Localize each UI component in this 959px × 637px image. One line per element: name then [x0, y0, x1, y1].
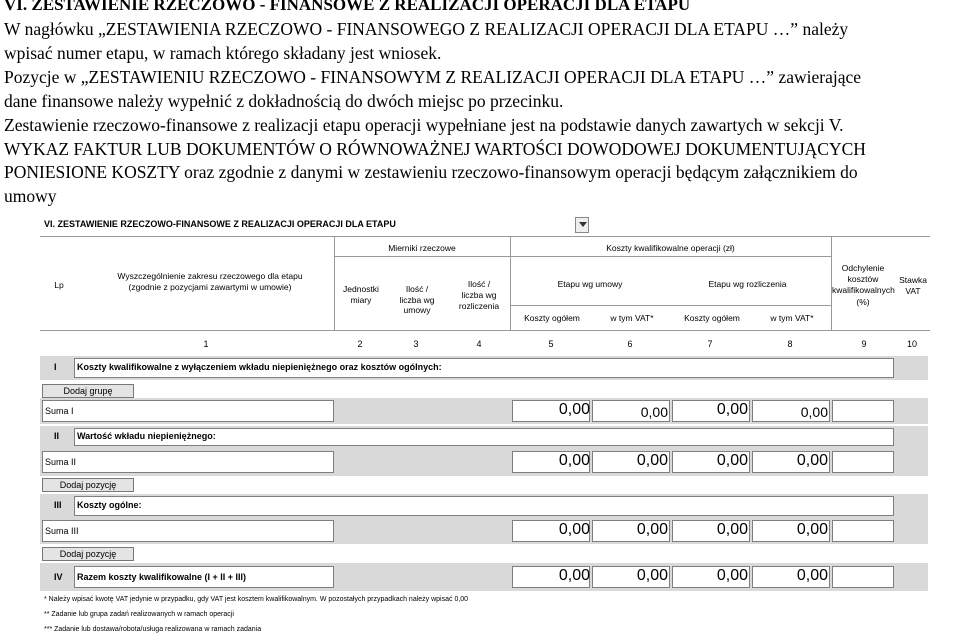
stage-dropdown[interactable] [575, 217, 589, 233]
section-roman: I [54, 362, 57, 372]
header-koszty: Koszty kwalifikowalne operacji (zł) [606, 243, 735, 253]
footnote: * Należy wpisać kwotę VAT jedynie w przypadku, gdy VAT jest kosztem kwalifikowalnym. W pozostałych przypadkach należy wpisać 0,00 [44, 596, 469, 603]
col-number: 7 [707, 339, 713, 349]
total-vat-rozl: 0,00 [796, 567, 828, 584]
sum-koszty-rozl: 0,00 [716, 452, 748, 469]
header-jednostki: Jednostki [343, 284, 379, 294]
sum-vat-umowa: 0,00 [640, 404, 668, 420]
sum-label: Suma III [45, 526, 79, 536]
paragraph-line: dane finansowe należy wypełnić z dokładnością do dwóch miejsc po przecinku. [4, 91, 564, 111]
section-title: Wartość wkładu niepieniężnego: [77, 431, 216, 441]
header-etap-rozl: Etapu wg rozliczenia [708, 279, 787, 289]
total-label: Razem koszty kwalifikowalne (I + II + III) [77, 572, 247, 582]
col-number: 4 [476, 339, 482, 349]
grid-line [334, 256, 831, 257]
sum-vat-umowa: 0,00 [636, 521, 668, 538]
header-mierniki: Mierniki rzeczowe [388, 243, 456, 253]
sum-koszty-umowa: 0,00 [558, 452, 590, 469]
form-title: VI. ZESTAWIENIE RZECZOWO-FINANSOWE Z REALIZACJI OPERACJI DLA ETAPU [44, 219, 396, 229]
total-koszty-umowa: 0,00 [558, 567, 590, 584]
paragraph-line: Zestawienie rzeczowo-finansowe z realizacji etapu operacji wypełniane jest na podstawie danych zawartych w sekcji V. [4, 115, 844, 135]
header-ilosc-rozl-3: rozliczenia [458, 301, 500, 311]
sum-koszty-rozl: 0,00 [716, 521, 748, 538]
header-w-tym-vat: w tym VAT* [770, 313, 814, 323]
header-w-tym-vat: w tym VAT* [610, 313, 654, 323]
sum-label-field [42, 520, 334, 542]
chevron-down-icon [579, 222, 587, 227]
sum-value-cell [832, 451, 894, 473]
grid-line [40, 330, 930, 331]
section-roman: III [54, 500, 62, 510]
sum-vat-rozl: 0,00 [796, 452, 828, 469]
header-odchylenie-4: (%) [856, 297, 870, 307]
sum-vat-umowa: 0,00 [636, 452, 668, 469]
header-odchylenie: Odchylenie [841, 263, 885, 273]
section-heading: VI. ZESTAWIENIE RZECZOWO - FINANSOWE Z REALIZACJI OPERACJI DLA ETAPU [4, 0, 691, 14]
header-ilosc-rozl: Ilość / [467, 279, 491, 289]
col-number: 10 [906, 339, 917, 349]
col-number: 3 [413, 339, 419, 349]
header-lp: Lp [54, 280, 64, 290]
footnote: ** Zadanie lub grupa zadań realizowanych w ramach operacji [44, 611, 234, 618]
section-roman: II [54, 431, 60, 441]
sum-label-field [42, 451, 334, 473]
total-vat-umowa: 0,00 [636, 567, 668, 584]
section-title: Koszty ogólne: [77, 500, 142, 510]
add-item-button[interactable]: Dodaj pozycję [42, 547, 134, 561]
sum-vat-rozl: 0,00 [796, 521, 828, 538]
header-jednostki-2: miary [350, 295, 372, 305]
header-stawka-2: VAT [905, 286, 921, 296]
section-roman: IV [54, 572, 63, 582]
sum-koszty-umowa: 0,00 [558, 521, 590, 538]
grid-line [40, 236, 930, 237]
sum-koszty-umowa: 0,00 [558, 401, 590, 418]
header-stawka: Stawka [899, 275, 927, 285]
sum-label-field [42, 400, 334, 422]
header-etap-umowa: Etapu wg umowy [557, 279, 623, 289]
header-koszty-ogolem: Koszty ogółem [524, 313, 580, 323]
total-koszty-rozl: 0,00 [716, 567, 748, 584]
paragraph-line: umowy [4, 186, 57, 206]
col-number: 8 [787, 339, 793, 349]
header-odchylenie-2: kosztów [847, 274, 879, 284]
header-ilosc-umowa-2: liczba wg umowy [399, 295, 435, 315]
total-value-cell [832, 566, 894, 588]
section-title-field [74, 496, 894, 516]
header-odchylenie-3: kwalifikowalnych [832, 285, 895, 295]
paragraph-line: wpisać numer etapu, w ramach którego składany jest wniosek. [4, 43, 442, 63]
col-number: 2 [357, 339, 363, 349]
section-title: Koszty kwalifikowalne z wyłączeniem wkładu niepieniężnego oraz kosztów ogólnych: [77, 362, 442, 372]
header-zakres: Wyszczególnienie zakresu rzeczowego dla etapu [117, 271, 303, 281]
add-item-button[interactable]: Dodaj pozycję [42, 478, 134, 492]
sum-value-cell [832, 400, 894, 422]
paragraph-line: W nagłówku „ZESTAWIENIA RZECZOWO - FINANSOWEGO Z REALIZACJI OPERACJI DLA ETAPU …” należy [4, 19, 849, 39]
paragraph-line: Pozycje w „ZESTAWIENIU RZECZOWO - FINANSOWYM Z REALIZACJI OPERACJI DLA ETAPU …” zawierające [4, 67, 862, 87]
sum-vat-rozl: 0,00 [800, 404, 828, 420]
col-number: 1 [203, 339, 209, 349]
paragraph-line: WYKAZ FAKTUR LUB DOKUMENTÓW O RÓWNOWAŻNEJ WARTOŚCI DOWODOWEJ DOKUMENTUJĄCYCH [4, 139, 866, 159]
sum-label: Suma I [45, 406, 74, 416]
grid-line [510, 305, 831, 306]
footnote: *** Zadanie lub dostawa/robota/usługa realizowana w ramach zadania [44, 626, 262, 633]
add-group-button[interactable]: Dodaj grupę [42, 384, 134, 398]
header-zakres-note: (zgodnie z pozycjami zawartymi w umowie) [128, 282, 292, 292]
header-koszty-ogolem: Koszty ogółem [684, 313, 740, 323]
header-ilosc-umowa: Ilość / [405, 284, 429, 294]
col-number: 9 [861, 339, 867, 349]
sum-koszty-rozl: 0,00 [716, 401, 748, 418]
col-number: 5 [548, 339, 554, 349]
paragraph-line: PONIESIONE KOSZTY oraz zgodnie z danymi w zestawieniu rzeczowo-finansowym operacji będącym załącznikiem do [4, 162, 858, 182]
col-number: 6 [627, 339, 633, 349]
sum-label: Suma II [45, 457, 77, 467]
header-ilosc-rozl-2: liczba wg [461, 290, 497, 300]
sum-value-cell [832, 520, 894, 542]
